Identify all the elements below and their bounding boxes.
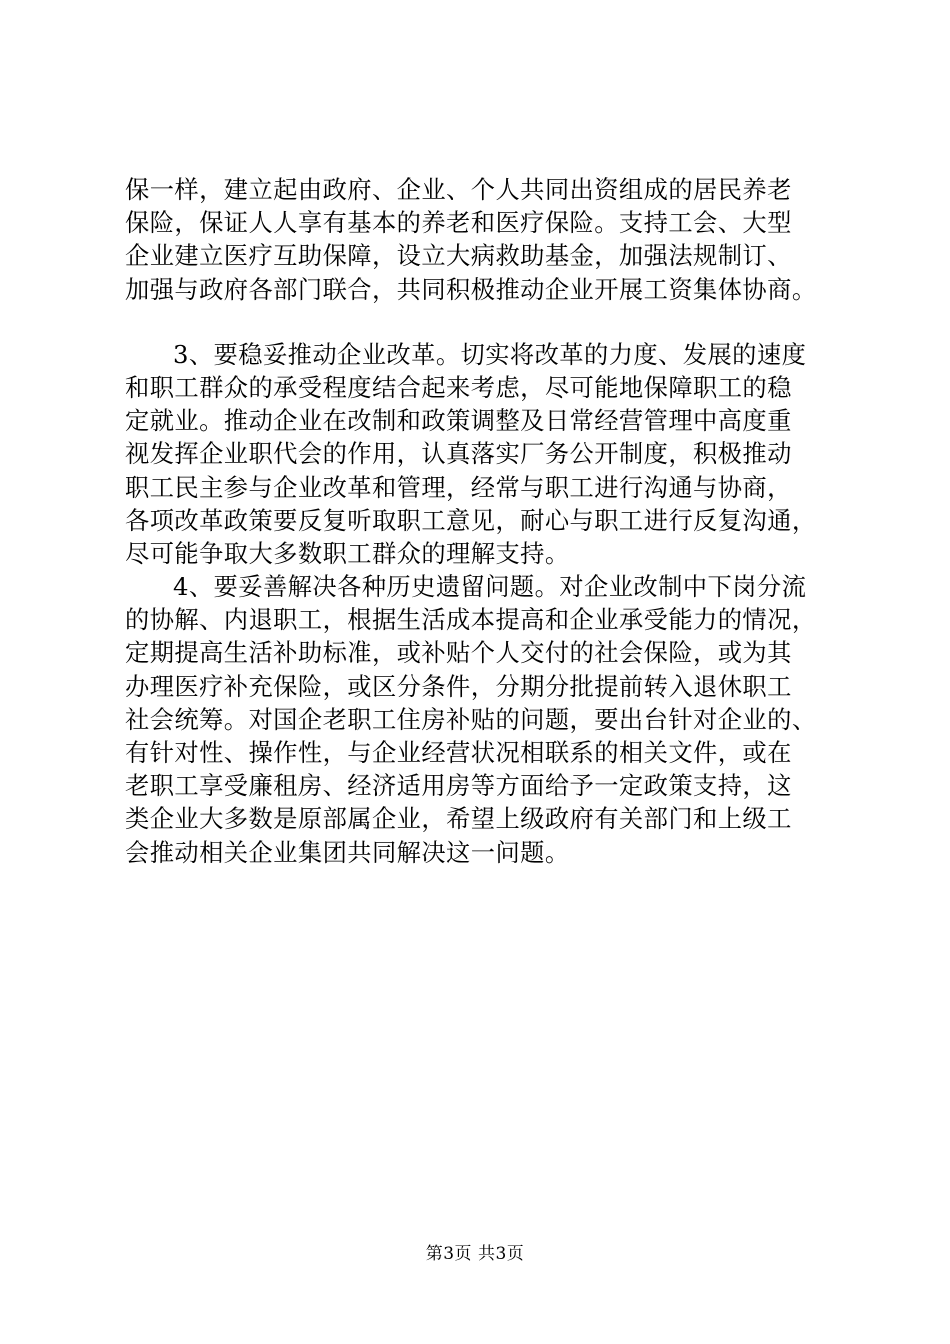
text-line: 职工民主参与企业改革和管理，经常与职工进行沟通与协商， (125, 472, 792, 502)
text-line: 企业建立医疗互助保障，设立大病救助基金，加强法规制订、 (125, 241, 792, 271)
text-line: 有针对性、操作性，与企业经营状况相联系的相关文件，或在 (125, 738, 792, 767)
text-line: 会推动相关企业集团共同解决这一问题。 (125, 837, 570, 867)
text-line: 加强与政府各部门联合，共同积极推动企业开展工资集体协商。 (125, 274, 817, 304)
text-line: 定就业。推动企业在改制和政策调整及日常经营管理中高度重 (125, 406, 792, 436)
text-line: 尽可能争取大多数职工群众的理解支持。 (125, 538, 570, 568)
text-line: 3、要稳妥推动企业改革。切实将改革的力度、发展的速度 (173, 339, 807, 369)
text-line: 办理医疗补充保险，或区分条件，分期分批提前转入退休职工 (125, 671, 792, 701)
text-line: 老职工享受廉租房、经济适用房等方面给予一定政策支持，这 (125, 771, 792, 801)
paragraph-enterprise-reform (125, 338, 845, 570)
text-line: 保一样，建立起由政府、企业、个人共同出资组成的居民养老 (125, 175, 792, 204)
text-line: 保险，保证人人享有基本的养老和医疗保险。支持工会、大型 (125, 208, 792, 238)
text-line: 社会统筹。对国企老职工住房补贴的问题，要出台针对企业的、 (125, 704, 817, 734)
text-line: 各项改革政策要反复听取职工意见，耐心与职工进行反复沟通， (125, 505, 817, 535)
text-line: 视发挥企业职代会的作用，认真落实厂务公开制度，积极推动 (125, 439, 792, 469)
document-body (125, 173, 845, 869)
text-line: 的协解、内退职工，根据生活成本提高和企业承受能力的情况， (125, 605, 817, 635)
text-line: 和职工群众的承受程度结合起来考虑，尽可能地保障职工的稳 (125, 372, 792, 402)
paragraph-historical-issues (125, 570, 845, 869)
paragraph-spacer (125, 306, 845, 338)
text-line: 4、要妥善解决各种历史遗留问题。对企业改制中下岗分流 (173, 572, 807, 602)
text-line: 类企业大多数是原部属企业，希望上级政府有关部门和上级工 (125, 804, 792, 834)
text-line: 定期提高生活补助标准，或补贴个人交付的社会保险，或为其 (125, 638, 792, 668)
page-number-footer: 第3页 共3页 (425, 1244, 525, 1264)
paragraph-pension-insurance (125, 173, 845, 306)
